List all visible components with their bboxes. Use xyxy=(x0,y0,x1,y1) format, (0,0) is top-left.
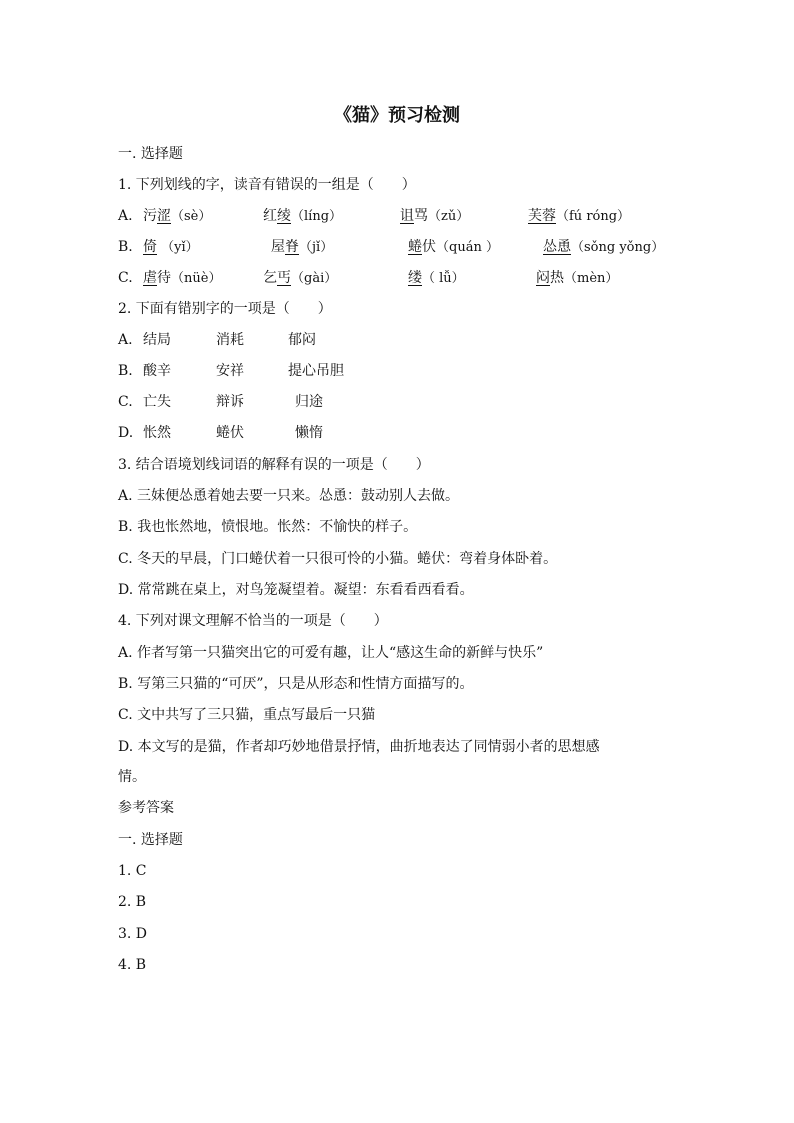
option-word: 亡失 xyxy=(143,394,171,410)
question-4-option-d: D. 本文写的是猫，作者却巧妙地借景抒情，曲折地表达了同情弱小者的思想感 xyxy=(118,739,600,755)
question-3-option-a: A. 三妹便怂恿着她去要一只来。怂恿：鼓动别人去做。 xyxy=(118,488,460,504)
question-2-option-a xyxy=(118,330,418,350)
question-4-option-a: A. 作者写第一只猫突出它的可爱有趣，让人“感这生命的新鲜与快乐” xyxy=(118,645,544,661)
option-label: C. xyxy=(118,394,133,410)
option-item: 诅骂（zǔ） xyxy=(400,208,470,224)
question-2-stem: 2. 下面有错别字的一项是（ ） xyxy=(118,301,332,317)
question-1-option-a xyxy=(118,206,698,226)
option-word: 消耗 xyxy=(216,332,244,348)
option-label: C. xyxy=(118,270,133,286)
option-item: 虐待（nüè） xyxy=(143,270,222,286)
option-item: 污涩（sè） xyxy=(143,208,212,224)
option-word: 懒惰 xyxy=(295,425,323,441)
option-word: 安祥 xyxy=(216,363,244,379)
option-item: 蜷伏（quán ） xyxy=(408,239,499,255)
answer-3: 3. D xyxy=(118,926,148,942)
answer-4: 4. B xyxy=(118,957,147,973)
option-word: 辩诉 xyxy=(216,394,244,410)
option-label: D. xyxy=(118,425,134,441)
option-label: A. xyxy=(118,332,133,348)
question-2-option-b xyxy=(118,361,418,381)
option-label: B. xyxy=(118,363,133,379)
option-item: 乞丐（gài） xyxy=(263,270,338,286)
question-1-option-c xyxy=(118,268,698,288)
option-item: 缕（ lǚ） xyxy=(408,270,465,286)
question-3-option-d: D. 常常跳在桌上，对鸟笼凝望着。凝望：东看看西看看。 xyxy=(118,582,474,598)
section-heading: 一. 选择题 xyxy=(118,146,183,162)
question-4-option-d-continued: 情。 xyxy=(118,769,146,785)
option-item: 倚 （yǐ） xyxy=(143,239,199,255)
question-1-stem: 1. 下列划线的字，读音有错误的一组是（ ） xyxy=(118,177,416,193)
question-4-stem: 4. 下列对课文理解不恰当的一项是（ ） xyxy=(118,613,388,629)
question-4-option-c: C. 文中共写了三只猫，重点写最后一只猫 xyxy=(118,707,376,723)
page-title: 《猫》预习检测 xyxy=(334,105,460,126)
option-item: 红绫（líng） xyxy=(263,208,343,224)
option-word: 怅然 xyxy=(143,425,171,441)
option-item: 怂恿（sǒng yǒng） xyxy=(543,239,665,255)
option-word: 结局 xyxy=(143,332,171,348)
question-2-option-c xyxy=(118,392,418,412)
answers-heading: 参考答案 xyxy=(118,800,174,816)
question-2-option-d xyxy=(118,423,418,443)
question-1-option-b xyxy=(118,237,698,257)
answer-1: 1. C xyxy=(118,863,147,879)
question-3-option-c: C. 冬天的早晨，门口蜷伏着一只很可怜的小猫。蜷伏：弯着身体卧着。 xyxy=(118,551,558,567)
option-label: B. xyxy=(118,239,133,255)
option-word: 酸辛 xyxy=(143,363,171,379)
option-word: 郁闷 xyxy=(288,332,316,348)
option-word: 提心吊胆 xyxy=(288,363,344,379)
answers-section-heading: 一. 选择题 xyxy=(118,832,183,848)
option-word: 归途 xyxy=(295,394,323,410)
option-label: A. xyxy=(118,208,133,224)
question-3-option-b: B. 我也怅然地，愤恨地。怅然：不愉快的样子。 xyxy=(118,519,418,535)
option-item: 闷热（mèn） xyxy=(536,270,619,286)
question-3-stem: 3. 结合语境划线词语的解释有误的一项是（ ） xyxy=(118,457,430,473)
question-4-option-b: B. 写第三只猫的“可厌”，只是从形态和性情方面描写的。 xyxy=(118,676,474,692)
answer-2: 2. B xyxy=(118,894,147,910)
option-item: 屋脊（jǐ） xyxy=(271,239,334,255)
option-word: 蜷伏 xyxy=(216,425,244,441)
option-item: 芙蓉（fú róng） xyxy=(528,208,631,224)
